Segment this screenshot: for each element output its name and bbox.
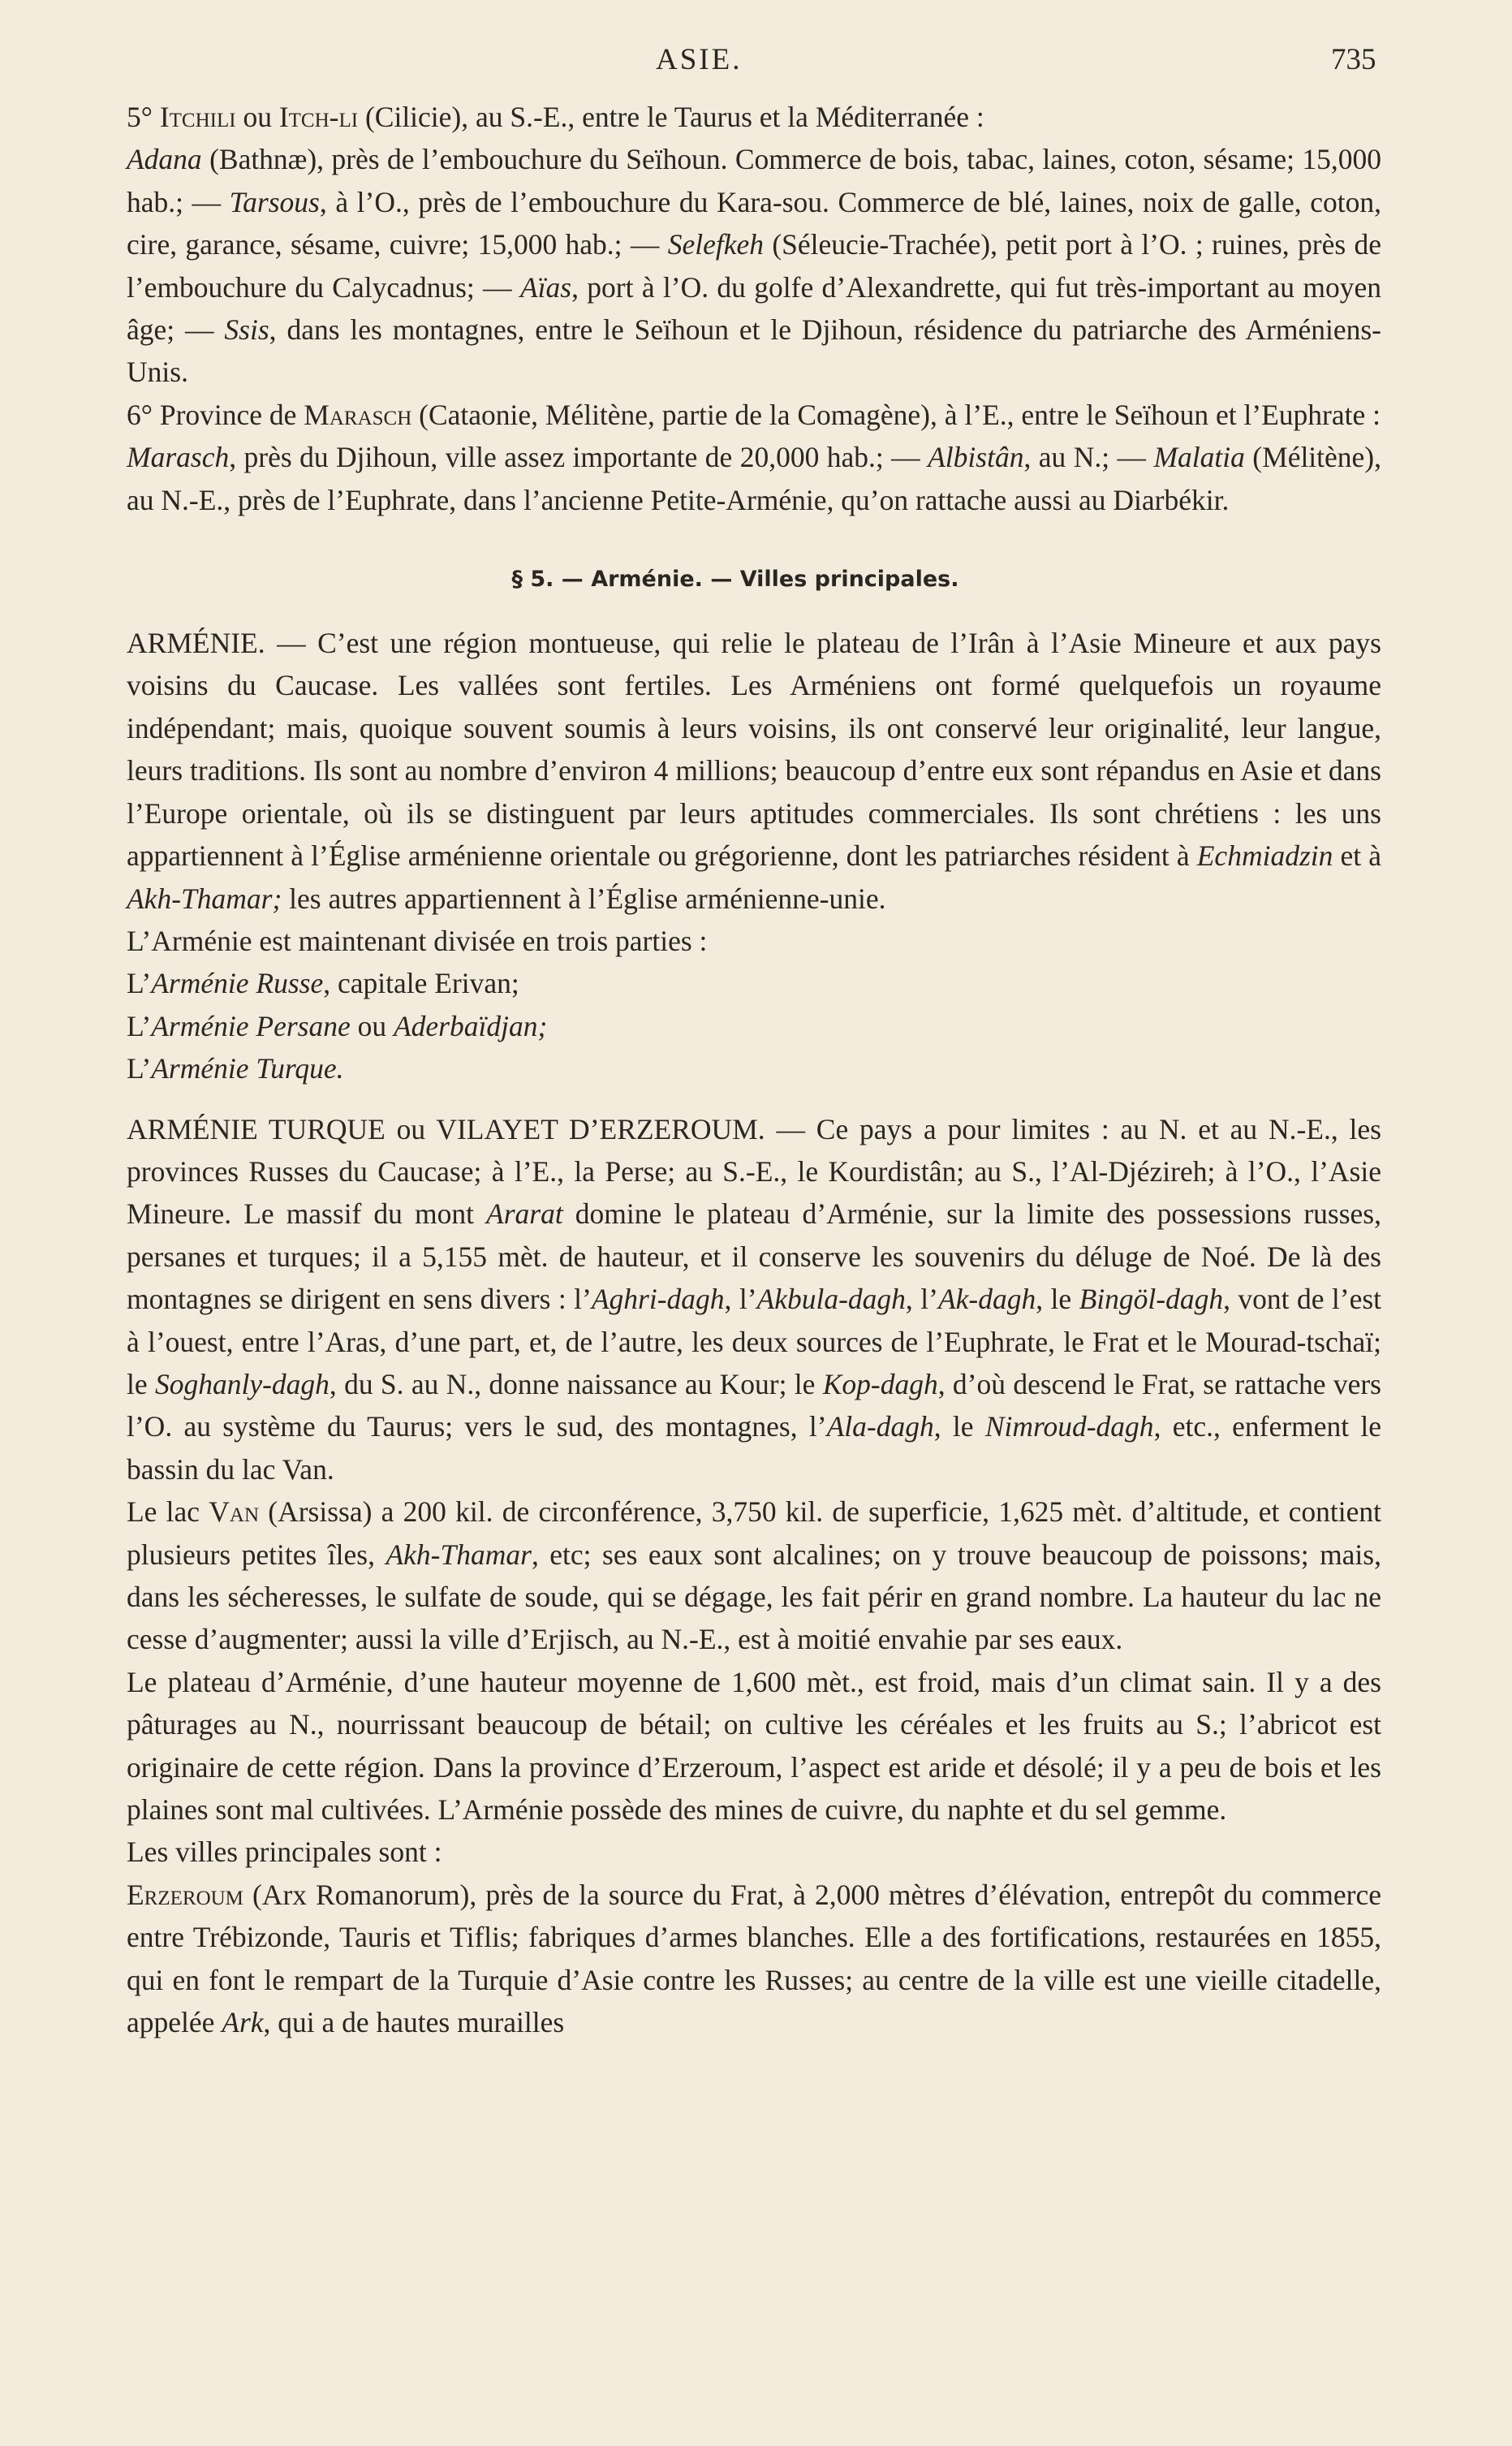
paragraph-marasch-cities: Marasch, près du Djihoun, ville assez importante de 20,000 hab.; — Albistân, au N.; — Malatia (Mélitène), au N.-E., près de l’Euphrate, dans l’ancienne Petite-Arménie, qu’on rattache aussi au Diarbékir. <box>127 441 1381 516</box>
paragraph-lac-van: Le lac Van (Arsissa) a 200 kil. de circonférence, 3,750 kil. de superficie, 1,625 mèt. d’altitude, et contient plusieurs petites îles, Akh-Thamar, etc; ses eaux sont alcalines; on y trouve beaucoup de poissons; mais, dans les sécheresses, le sulfate de soude, qui se dégage, les fait périr en grand nombre. La hauteur du lac ne cesse d’augmenter; aussi la ville d’Erjisch, au N.-E., est à moitié envahie par ses eaux. <box>127 1495 1381 1656</box>
list-item-russe: L’Arménie Russe, capitale Erivan; <box>127 967 519 1000</box>
running-header <box>0 32 1512 81</box>
page-body <box>89 96 1381 2043</box>
list-item-turque: L’Arménie Turque. <box>127 1052 344 1085</box>
paragraph-itchili: 5° Itchili ou Itch-li (Cilicie), au S.-E., entre le Taurus et la Méditerranée : <box>127 101 984 133</box>
paragraph-plateau: Le plateau d’Arménie, d’une hauteur moyenne de 1,600 mèt., est froid, mais d’un climat sain. Il y a des pâturages au N., nourrissant beaucoup de bétail; on cultive les céréales et les fruits au S.; l’abricot est originaire de cette région. Dans la province d’Erzeroum, l’aspect est aride et désolé; il y a peu de bois et les plaines sont mal cultivées. L’Arménie possède des mines de cuivre, du naphte et du sel gemme. <box>127 1665 1381 1827</box>
section-heading: § 5. — Arménie. — Villes principales. <box>511 567 959 593</box>
paragraph-villes: Les villes principales sont : <box>127 1836 442 1869</box>
paragraph-adana: Adana (Bathnæ), près de l’embouchure du Seïhoun. Commerce de bois, tabac, laines, coton, sésame; 15,000 hab.; — Tarsous, à l’O., près de l’embouchure du Kara-sou. Commerce de blé, laines, noix de galle, coton, cire, garance, sésame, cuivre; 15,000 hab.; — Selefkeh (Séleucie-Trachée), petit port à l’O. ; ruines, près de l’embouchure du Calycadnus; — Aïas, port à l’O. du golfe d’Alexandrette, qui fut très-important au moyen âge; — Ssis, dans les montagnes, entre le Seïhoun et le Djihoun, résidence du patriarche des Arméniens-Unis. <box>127 143 1381 389</box>
paragraph-marasch-province: 6° Province de Marasch (Cataonie, Mélitène, partie de la Comagène), à l’E., entre le Seïhoun et l’Euphrate : <box>127 398 1381 431</box>
paragraph-armenie-turque: ARMÉNIE TURQUE ou VILAYET D’ERZEROUM. — Ce pays a pour limites : au N. et au N.-E., les provinces Russes du Caucase; à l’E., la Perse; au S.-E., le Kourdistân; au S., l’Al-Djézireh; à l’O., l’Asie Mineure. Le massif du mont Ararat domine le plateau d’Arménie, sur la limite des possessions russes, persanes et turques; il a 5,155 mèt. de hauteur, et il conserve les souvenirs du déluge de Noé. De là des montagnes se dirigent en sens divers : l’Aghri-dagh, l’Akbula-dagh, l’Ak-dagh, le Bingöl-dagh, vont de l’est à l’ouest, entre l’Aras, d’une part, et, de l’autre, les deux sources de l’Euphrate, le Frat et le Mourad-tschaï; le Soghanly-dagh, du S. au N., donne naissance au Kour; le Kop-dagh, d’où descend le Frat, se rattache vers l’O. au système du Taurus; vers le sud, des montagnes, l’Ala-dagh, le Nimroud-dagh, etc., enferment le bassin du lac Van. <box>127 1112 1382 1486</box>
list-item-persane: L’Arménie Persane ou Aderbaïdjan; <box>127 1009 548 1042</box>
paragraph-armenie: ARMÉNIE. — C’est une région montueuse, qui relie le plateau de l’Irân à l’Asie Mineure et aux pays voisins du Caucase. Les vallées sont fertiles. Les Arméniens ont formé quelquefois un royaume indépendant; mais, quoique souvent soumis à leurs voisins, ils ont conservé leur originalité, leur langue, leurs traditions. Ils sont au nombre d’environ 4 millions; beaucoup d’entre eux sont répandus en Asie et dans l’Europe orientale, où ils se distinguent par leurs aptitudes commerciales. Ils sont chrétiens : les uns appartiennent à l’Église arménienne orientale ou grégorienne, dont les patriarches résident à Echmiadzin et à Akh-Thamar; les autres appartiennent à l’Église arménienne-unie. <box>127 627 1381 915</box>
paragraph-erzeroum: Erzeroum (Arx Romanorum), près de la source du Frat, à 2,000 mètres d’élévation, entrepôt du commerce entre Trébizonde, Tauris et Tiflis; fabriques d’armes blanches. Elle a des fortifications, restaurées en 1855, qui en font le rempart de la Turquie d’Asie contre les Russes; au centre de la ville est une vieille citadelle, appelée Ark, qui a de hautes murailles <box>127 1878 1381 2039</box>
paragraph-division: L’Arménie est maintenant divisée en trois parties : <box>127 924 708 957</box>
page-number: 735 <box>1331 43 1376 76</box>
running-title: ASIE. <box>656 43 743 76</box>
